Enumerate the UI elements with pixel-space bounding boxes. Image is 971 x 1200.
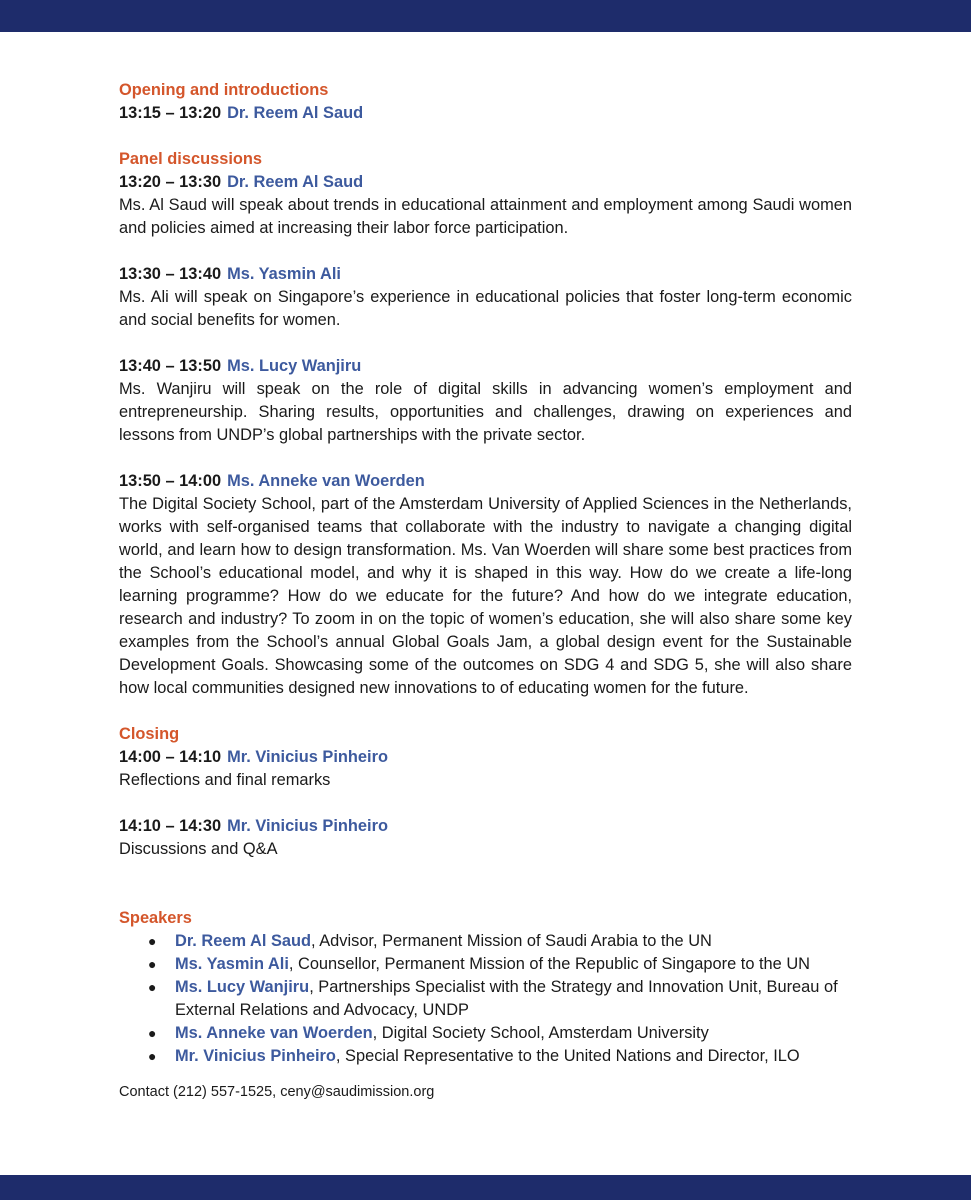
session-description: Reflections and final remarks: [119, 771, 331, 789]
speaker-name: Ms. Anneke van Woerden: [175, 1024, 373, 1042]
panel-item: [119, 470, 852, 700]
session-description: Ms. Wanjiru will speak on the role of digital skills in advancing women’s employment and entrepreneurship. Sharing results, opportunities and challenges, drawing on experiences and lessons from UNDP’s global partnerships with the private sector.: [119, 380, 852, 444]
session-description: Discussions and Q&A: [119, 840, 278, 858]
bullet-icon: ●: [148, 979, 157, 995]
contact-line: Contact (212) 557-1525, ceny@saudimission.org: [119, 1084, 435, 1100]
speaker-name: Mr. Vinicius Pinheiro: [227, 748, 388, 766]
speaker-name: Ms. Lucy Wanjiru: [175, 978, 310, 996]
speaker-name: Dr. Reem Al Saud: [175, 932, 312, 950]
session-description: Ms. Al Saud will speak about trends in educational attainment and employment among Saudi women and policies aimed at increasing their labor force participation.: [119, 196, 852, 237]
speaker-role: , Advisor, Permanent Mission of Saudi Arabia to the UN: [311, 932, 712, 950]
list-item: [119, 976, 852, 1022]
header-band: [0, 0, 971, 32]
list-item: [119, 1045, 852, 1068]
footer-band: [0, 1175, 971, 1200]
speaker-role: , Digital Society School, Amsterdam University: [372, 1024, 709, 1042]
speaker-name: Ms. Anneke van Woerden: [227, 472, 425, 490]
panel-item: [119, 263, 852, 332]
speakers-list: [119, 930, 852, 1068]
closing-heading: Closing: [119, 725, 180, 743]
time-range: 13:15 – 13:20: [119, 104, 222, 122]
closing-item: [119, 815, 852, 861]
time-range: 13:50 – 14:00: [119, 472, 222, 490]
time-slot: [119, 263, 852, 286]
speaker-name: Mr. Vinicius Pinheiro: [175, 1047, 336, 1065]
time-slot: [119, 470, 852, 493]
bullet-icon: ●: [148, 956, 157, 972]
time-range: 13:30 – 13:40: [119, 265, 222, 283]
session-description: Ms. Ali will speak on Singapore’s experience in educational policies that foster long-term economic and social benefits for women.: [119, 288, 852, 329]
time-range: 13:40 – 13:50: [119, 357, 222, 375]
speaker-role: , Counsellor, Permanent Mission of the Republic of Singapore to the UN: [288, 955, 811, 973]
time-slot: [119, 355, 852, 378]
list-item: [119, 1022, 852, 1045]
opening-time-slot: [119, 102, 852, 125]
panel-item: [119, 355, 852, 447]
speakers-heading: Speakers: [119, 909, 192, 927]
speaker-role: , Special Representative to the United Nations and Director, ILO: [335, 1047, 800, 1065]
opening-heading: Opening and introductions: [119, 81, 329, 99]
speaker-name: Ms. Lucy Wanjiru: [227, 357, 362, 375]
time-range: 14:10 – 14:30: [119, 817, 222, 835]
panel-item: [119, 171, 852, 240]
bullet-icon: ●: [148, 1025, 157, 1041]
closing-item: [119, 746, 852, 792]
speaker-name: Mr. Vinicius Pinheiro: [227, 817, 388, 835]
list-item: [119, 930, 852, 953]
agenda-document: [119, 79, 852, 1104]
list-item: [119, 953, 852, 976]
time-slot: [119, 171, 852, 194]
time-slot: [119, 746, 852, 769]
time-slot: [119, 815, 852, 838]
speaker-name: Ms. Yasmin Ali: [227, 265, 341, 283]
bullet-icon: ●: [148, 933, 157, 949]
time-range: 14:00 – 14:10: [119, 748, 222, 766]
speaker-role: , Partnerships Specialist with the Strategy and Innovation Unit, Bureau of External Relations and Advocacy, UNDP: [175, 978, 838, 1019]
panel-heading: Panel discussions: [119, 150, 263, 168]
speaker-name: Dr. Reem Al Saud: [227, 104, 364, 122]
session-description: The Digital Society School, part of the Amsterdam University of Applied Sciences in the Netherlands, works with self-organised teams that collaborate with the industry to navigate a changing digital world, and learn how to design transformation. Ms. Van Woerden will share some best practices from the School’s educational model, and why it is shaped in this way. How do we create a life-long learning programme? How do we educate for the future? And how do we integrate education, research and industry? To zoom in on the topic of women’s education, she will also share some key examples from the School’s annual Global Goals Jam, a global design event for the Sustainable Development Goals. Showcasing some of the outcomes on SDG 4 and SDG 5, she will also share how local communities designed new innovations to of educating women for the future.: [119, 495, 852, 697]
bullet-icon: ●: [148, 1048, 157, 1064]
speaker-name: Dr. Reem Al Saud: [227, 173, 364, 191]
time-range: 13:20 – 13:30: [119, 173, 222, 191]
speaker-name: Ms. Yasmin Ali: [175, 955, 289, 973]
